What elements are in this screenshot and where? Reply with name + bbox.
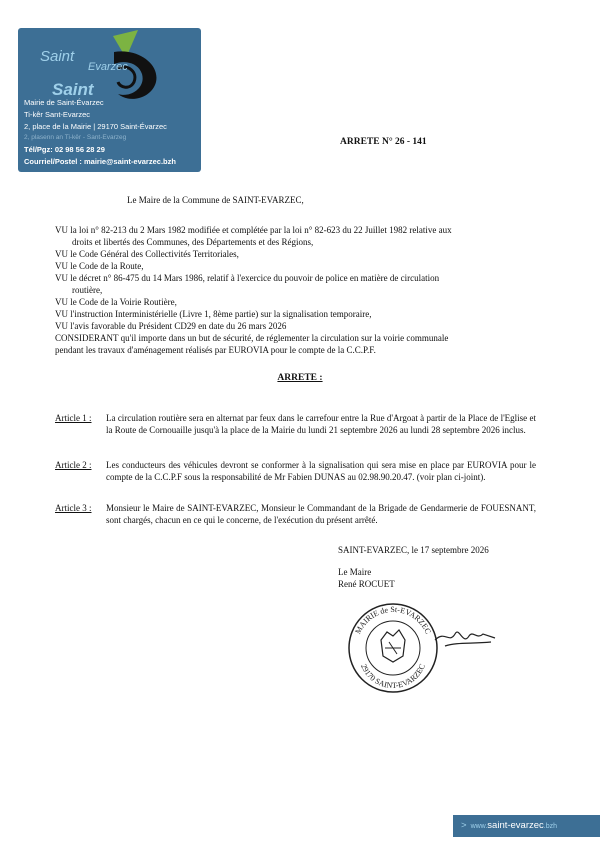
email: Courriel/Postel : mairie@saint-evarzec.bzh — [24, 157, 176, 166]
article-2-text: Les conducteurs des véhicules devront se conformer à la signalisation qui sera mise en place par EUROVIA pour le compte de la C.C.P.F sous la responsabilité de Mr Fabien DUNAS au 02.98.90.20.47. (voir plan ci-joint). — [106, 460, 536, 482]
svg-text:MAIRIE de St-EVARZEC — [353, 605, 432, 635]
vu-line: VU l'avis favorable du Président CD29 en date du 26 mars 2026 — [55, 321, 287, 331]
logo-text-evarzec: Evarzec — [88, 61, 128, 73]
article-3-text: Monsieur le Maire de SAINT-EVARZEC, Monsieur le Commandant de la Brigade de Gendarmerie de FOUESNANT, sont chargés, chacun en ce qui le concerne, de l'exécution du présent arrêté. — [106, 503, 536, 525]
vu-line: droits et libertés des Communes, des Départements et des Régions, — [72, 237, 314, 247]
signer-name: René ROCUET — [338, 579, 395, 589]
org-name: Mairie de Saint-Évarzec — [24, 98, 104, 107]
town-logo — [18, 28, 201, 108]
letterhead — [18, 28, 201, 172]
svg-text:29170 SAINT-EVARZEC — [359, 663, 427, 691]
article-3-label: Article 3 : — [55, 503, 92, 513]
intro-line: Le Maire de la Commune de SAINT-EVARZEC, — [127, 195, 304, 205]
telephone: Tél/Pgz: 02 98 56 28 29 — [24, 145, 105, 154]
considerant-line: pendant les travaux d'aménagement réalisés par EUROVIA pour le compte de la C.C.P.F. — [55, 345, 376, 355]
address: 2, place de la Mairie | 29170 Saint-Évarzec — [24, 122, 167, 131]
footer-website[interactable] — [453, 815, 600, 837]
vu-line: VU la loi n° 82-213 du 2 Mars 1982 modifiée et complétée par la loi n° 82-623 du 22 Juillet 1982 relative aux — [55, 225, 452, 235]
logo-text-saint: Saint — [40, 48, 75, 65]
considerant-line: CONSIDERANT qu'il importe dans un but de sécurité, de réglementer la circulation sur la voirie communale — [55, 333, 449, 343]
footer-www: www. — [470, 823, 488, 830]
official-stamp — [345, 600, 505, 700]
vu-line: VU le Code de la Route, — [55, 261, 144, 271]
article-2-label: Article 2 : — [55, 460, 92, 470]
signer-role: Le Maire — [338, 567, 372, 577]
vu-line: VU le Code Général des Collectivités Territoriales, — [55, 249, 239, 259]
article-1-label: Article 1 : — [55, 413, 92, 423]
stamp-text-top: MAIRIE de St-EVARZEC — [353, 604, 433, 636]
footer-tld: .bzh — [543, 823, 558, 830]
arrete-title: ARRETE : — [277, 373, 323, 383]
signature-scribble — [435, 632, 495, 646]
logo-text-saint-big: Saint — [52, 80, 94, 99]
vu-line: VU l'instruction Interministérielle (Livre 1, 8ème partie) sur la signalisation temporaire, — [55, 309, 372, 319]
vu-line: routière, — [72, 285, 103, 295]
vu-line: VU le Code de la Voirie Routière, — [55, 297, 177, 307]
article-1-text: La circulation routière sera en alternat par feux dans le carrefour entre la Rue d'Argoat à partir de la Place de l'Eglise et la Route de Cornouaille jusqu'à la place de la Mairie du lundi 21 septembre 2026 au lundi 28 septembre 2026 inclus. — [106, 413, 536, 435]
footer-domain: saint-evarzec — [487, 820, 544, 831]
place-date: SAINT-EVARZEC, le 17 septembre 2026 — [338, 545, 489, 555]
stamp-seal-icon — [345, 600, 505, 695]
stamp-text-bottom: 29170 SAINT-EVARZEC — [359, 662, 427, 691]
address-breton: 2, plasenn an Ti-kêr - Sant-Evarzeg — [24, 134, 127, 141]
vu-line: VU le décret n° 86-475 du 14 Mars 1986, relatif à l'exercice du pouvoir de police en matière de circulation — [55, 273, 440, 283]
arrete-number: ARRETE N° 26 - 141 — [340, 137, 427, 147]
breton-name: Ti-kêr Sant-Evarzec — [24, 110, 90, 119]
arrow-right-icon: > — [461, 820, 467, 831]
